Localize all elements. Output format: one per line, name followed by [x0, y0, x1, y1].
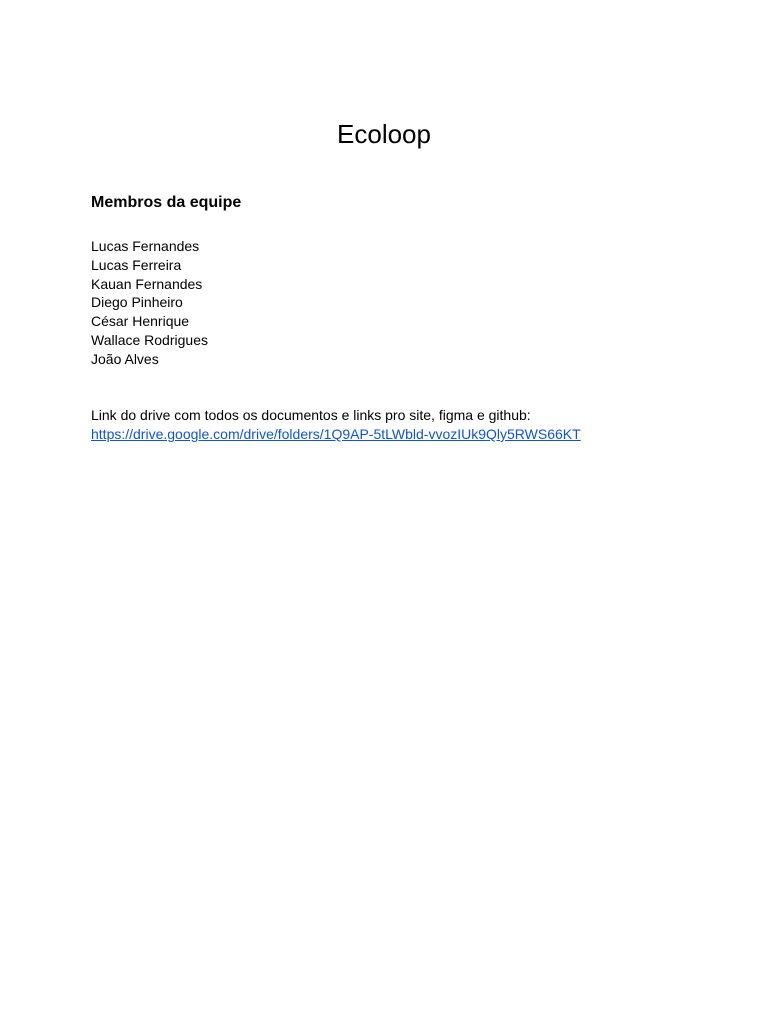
member-name: João Alves — [91, 350, 159, 367]
member-name: César Henrique — [91, 313, 190, 330]
drive-link[interactable]: https://drive.google.com/drive/folders/1Q9AP-5tLWbld-vvozIUk9Qly5RWS66KT — [91, 426, 581, 442]
member-name: Lucas Ferreira — [91, 256, 182, 273]
drive-intro-text: Link do drive com todos os documentos e links pro site, figma e github: — [91, 407, 531, 423]
drive-link-block — [91, 406, 581, 444]
member-name: Wallace Rodrigues — [91, 331, 208, 348]
member-name: Diego Pinheiro — [91, 294, 183, 311]
page-title: Ecoloop — [337, 119, 431, 149]
members-heading: Membros da equipe — [91, 194, 242, 211]
member-name: Lucas Fernandes — [91, 238, 200, 254]
members-list — [91, 237, 208, 369]
member-name: Kauan Fernandes — [91, 275, 203, 292]
